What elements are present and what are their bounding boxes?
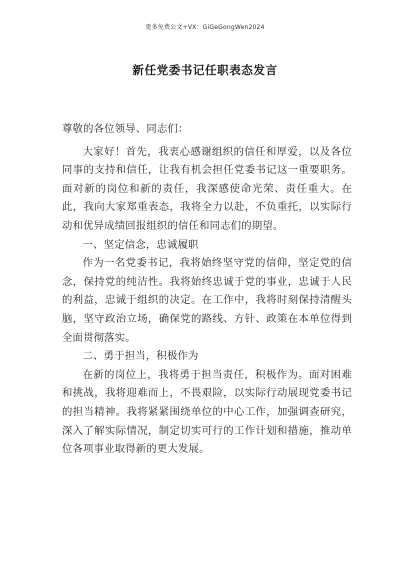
section-1-paragraph: 作为一名党委书记，我将始终坚守党的信仰，坚定党的信念，保持党的纯洁性。我将始终忠诚于党的事业，忠诚于人民的利益，忠诚于组织的决定。在工作中，我将时刻保持清醒头脑，坚守政治立场，确保党的路线、方针、政策在本单位得到全面贯彻落实。 xyxy=(62,257,352,344)
section-2-heading: 二、勇于担当，积极作为 xyxy=(82,350,199,363)
section-1-heading: 一、坚定信念，忠诚履职 xyxy=(82,238,199,251)
document-body xyxy=(62,120,352,459)
section-2-paragraph: 在新的岗位上，我将勇于担当责任，积极作为。面对困难和挑战，我将迎难而上，不畏艰险，以实际行动展现党委书记的担当精神。我将紧紧围绕单位的中心工作，加强调查研究，深入了解实际情况，制定切实可行的工作计划和措施，推动单位各项事业取得新的更大发展。 xyxy=(62,368,352,456)
salutation: 尊敬的各位领导、同志们： xyxy=(62,123,189,135)
header-note: 更多免费公文+VX：GiGeGongWen2024 xyxy=(145,24,265,31)
document-title: 新任党委书记任职表态发言 xyxy=(132,63,278,77)
intro-paragraph: 大家好！首先，我衷心感谢组织的信任和厚爱，以及各位同事的支持和信任，让我有机会担任党委书记这一重要职务。面对新的岗位和新的责任，我深感使命光荣、责任重大。在此，我向大家郑重表态，我将全力以赴，不负重托，以实际行动和优异成绩回报组织的信任和同志们的期望。 xyxy=(62,145,352,232)
